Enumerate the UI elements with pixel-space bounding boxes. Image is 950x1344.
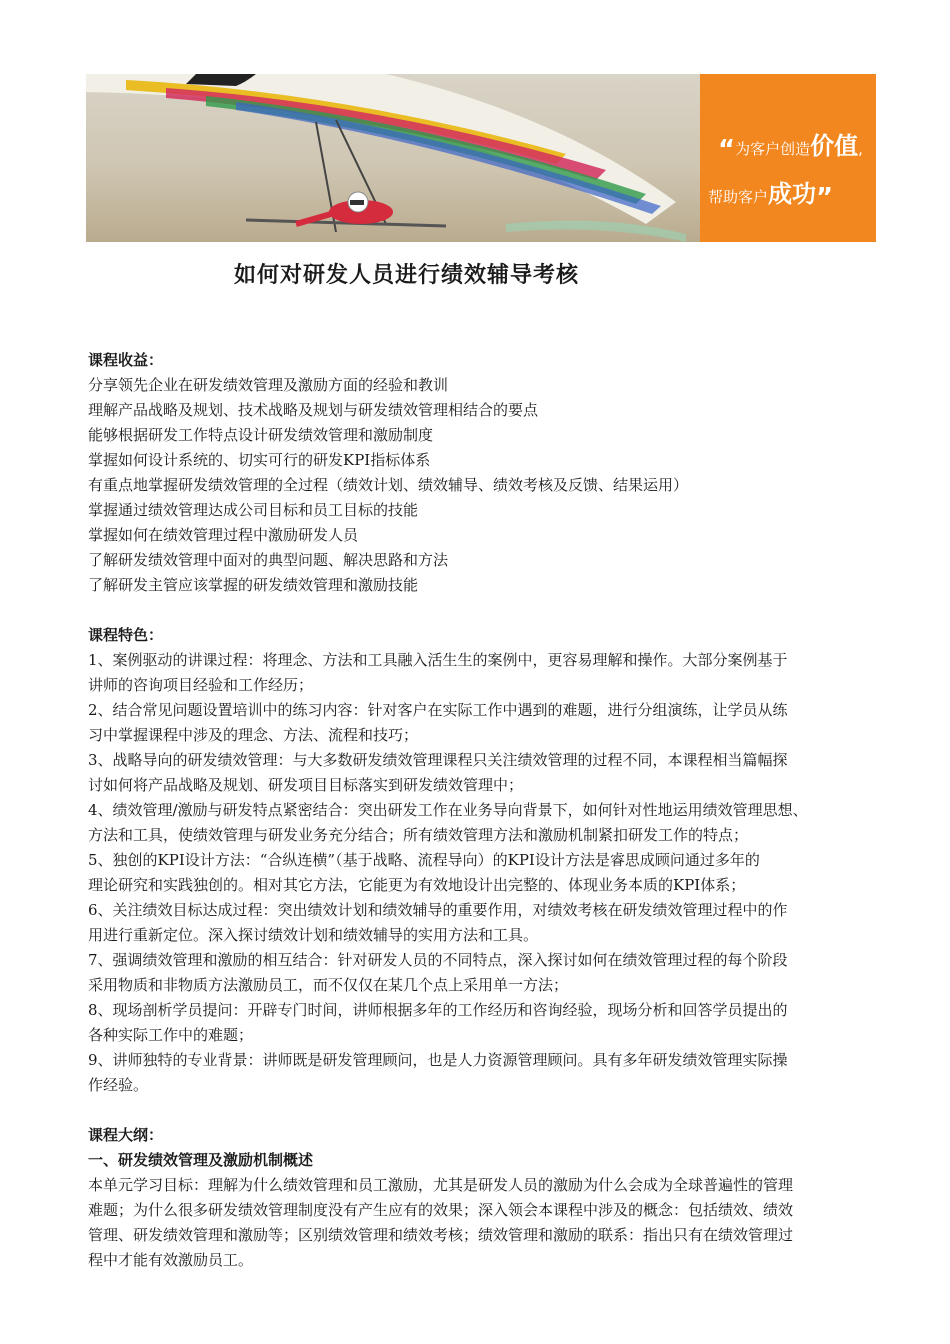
- features-list: [88, 648, 888, 1098]
- feature-line: 4、绩效管理/激励与研发特点紧密结合：突出研发工作在业务导向背景下，如何针对性地运用绩效管理思想、: [88, 801, 808, 819]
- open-quote-icon: “: [718, 135, 736, 165]
- feature-line: 1、案例驱动的讲课过程：将理念、方法和工具融入活生生的案例中，更容易理解和操作。大部分案例基于: [88, 651, 788, 669]
- slogan-line-1: “为客户创造价值,: [718, 132, 863, 165]
- benefit-item: 掌握通过绩效管理达成公司目标和员工目标的技能: [88, 501, 419, 519]
- feature-line: 用进行重新定位。深入探讨绩效计划和绩效辅导的实用方法和工具。: [88, 926, 539, 944]
- feature-line: 方法和工具，使绩效管理与研发业务充分结合；所有绩效管理方法和激励机制紧扣研发工作的特点；: [88, 826, 749, 844]
- hang-glider-photo: [86, 74, 700, 242]
- outline-heading: 课程大纲：: [88, 1126, 164, 1144]
- document-title: 如何对研发人员进行绩效辅导考核: [234, 263, 580, 288]
- features-heading: 课程特色：: [88, 626, 164, 644]
- feature-line: 采用物质和非物质方法激励员工，而不仅仅在某几个点上采用单一方法；: [88, 976, 569, 994]
- benefits-heading: 课程收益：: [88, 351, 164, 369]
- outline-line: 程中才能有效激励员工。: [88, 1251, 254, 1269]
- header-banner: [86, 74, 876, 242]
- outline-subheading: 一、研发绩效管理及激励机制概述: [88, 1151, 314, 1169]
- feature-line: 讲师的咨询项目经验和工作经历；: [88, 676, 314, 694]
- benefit-item: 了解研发主管应该掌握的研发绩效管理和激励技能: [88, 576, 419, 594]
- feature-line: 5、独创的KPI设计方法：“合纵连横”（基于战略、流程导向）的KPI设计方法是睿思成顾问通过多年的: [88, 851, 760, 869]
- hang-glider-illustration: [86, 74, 700, 242]
- benefit-item: 掌握如何在绩效管理过程中激励研发人员: [88, 526, 359, 544]
- document-body: [88, 348, 888, 1273]
- benefit-item: 分享领先企业在研发绩效管理及激励方面的经验和教训: [88, 376, 449, 394]
- outline-line: 本单元学习目标：理解为什么绩效管理和员工激励，尤其是研发人员的激励为什么会成为全球普遍性的管理: [88, 1176, 794, 1194]
- feature-line: 习中掌握课程中涉及的理念、方法、流程和技巧；: [88, 726, 419, 744]
- benefits-list: [88, 373, 888, 598]
- outline-line: 难题；为什么很多研发绩效管理制度没有产生应有的效果；深入领会本课程中涉及的概念：包括绩效、绩效: [88, 1201, 794, 1219]
- feature-line: 8、现场剖析学员提问：开辟专门时间，讲师根据多年的工作经历和咨询经验，现场分析和回答学员提出的: [88, 1001, 788, 1019]
- benefit-item: 有重点地掌握研发绩效管理的全过程（绩效计划、绩效辅导、绩效考核及反馈、结果运用）: [88, 476, 689, 494]
- benefit-item: 了解研发绩效管理中面对的典型问题、解决思路和方法: [88, 551, 449, 569]
- slogan-line-2: 帮助客户成功”: [708, 180, 834, 213]
- feature-line: 作经验。: [88, 1076, 149, 1094]
- benefit-item: 理解产品战略及规划、技术战略及规划与研发绩效管理相结合的要点: [88, 401, 539, 419]
- feature-line: 3、战略导向的研发绩效管理：与大多数研发绩效管理课程只关注绩效管理的过程不同，本课程相当篇幅探: [88, 751, 788, 769]
- slogan-panel: [700, 74, 876, 242]
- feature-line: 6、关注绩效目标达成过程：突出绩效计划和绩效辅导的重要作用，对绩效考核在研发绩效管理过程中的作: [88, 901, 788, 919]
- feature-line: 理论研究和实践独创的。相对其它方法，它能更为有效地设计出完整的、体现业务本质的KPI体系；: [88, 876, 746, 894]
- benefit-item: 掌握如何设计系统的、切实可行的研发KPI指标体系: [88, 451, 431, 469]
- close-quote-icon: ”: [816, 183, 834, 213]
- feature-line: 2、结合常见问题设置培训中的练习内容：针对客户在实际工作中遇到的难题，进行分组演练，让学员从练: [88, 701, 788, 719]
- outline-paragraph: [88, 1173, 888, 1273]
- benefit-item: 能够根据研发工作特点设计研发绩效管理和激励制度: [88, 426, 434, 444]
- feature-line: 9、讲师独特的专业背景：讲师既是研发管理顾问，也是人力资源管理顾问。具有多年研发绩效管理实际操: [88, 1051, 788, 1069]
- feature-line: 讨如何将产品战略及规划、研发项目目标落实到研发绩效管理中；: [88, 776, 524, 794]
- feature-line: 7、强调绩效管理和激励的相互结合：针对研发人员的不同特点，深入探讨如何在绩效管理过程的每个阶段: [88, 951, 788, 969]
- feature-line: 各种实际工作中的难题；: [88, 1026, 254, 1044]
- outline-line: 管理、研发绩效管理和激励等；区别绩效管理和绩效考核；绩效管理和激励的联系：指出只有在绩效管理过: [88, 1226, 794, 1244]
